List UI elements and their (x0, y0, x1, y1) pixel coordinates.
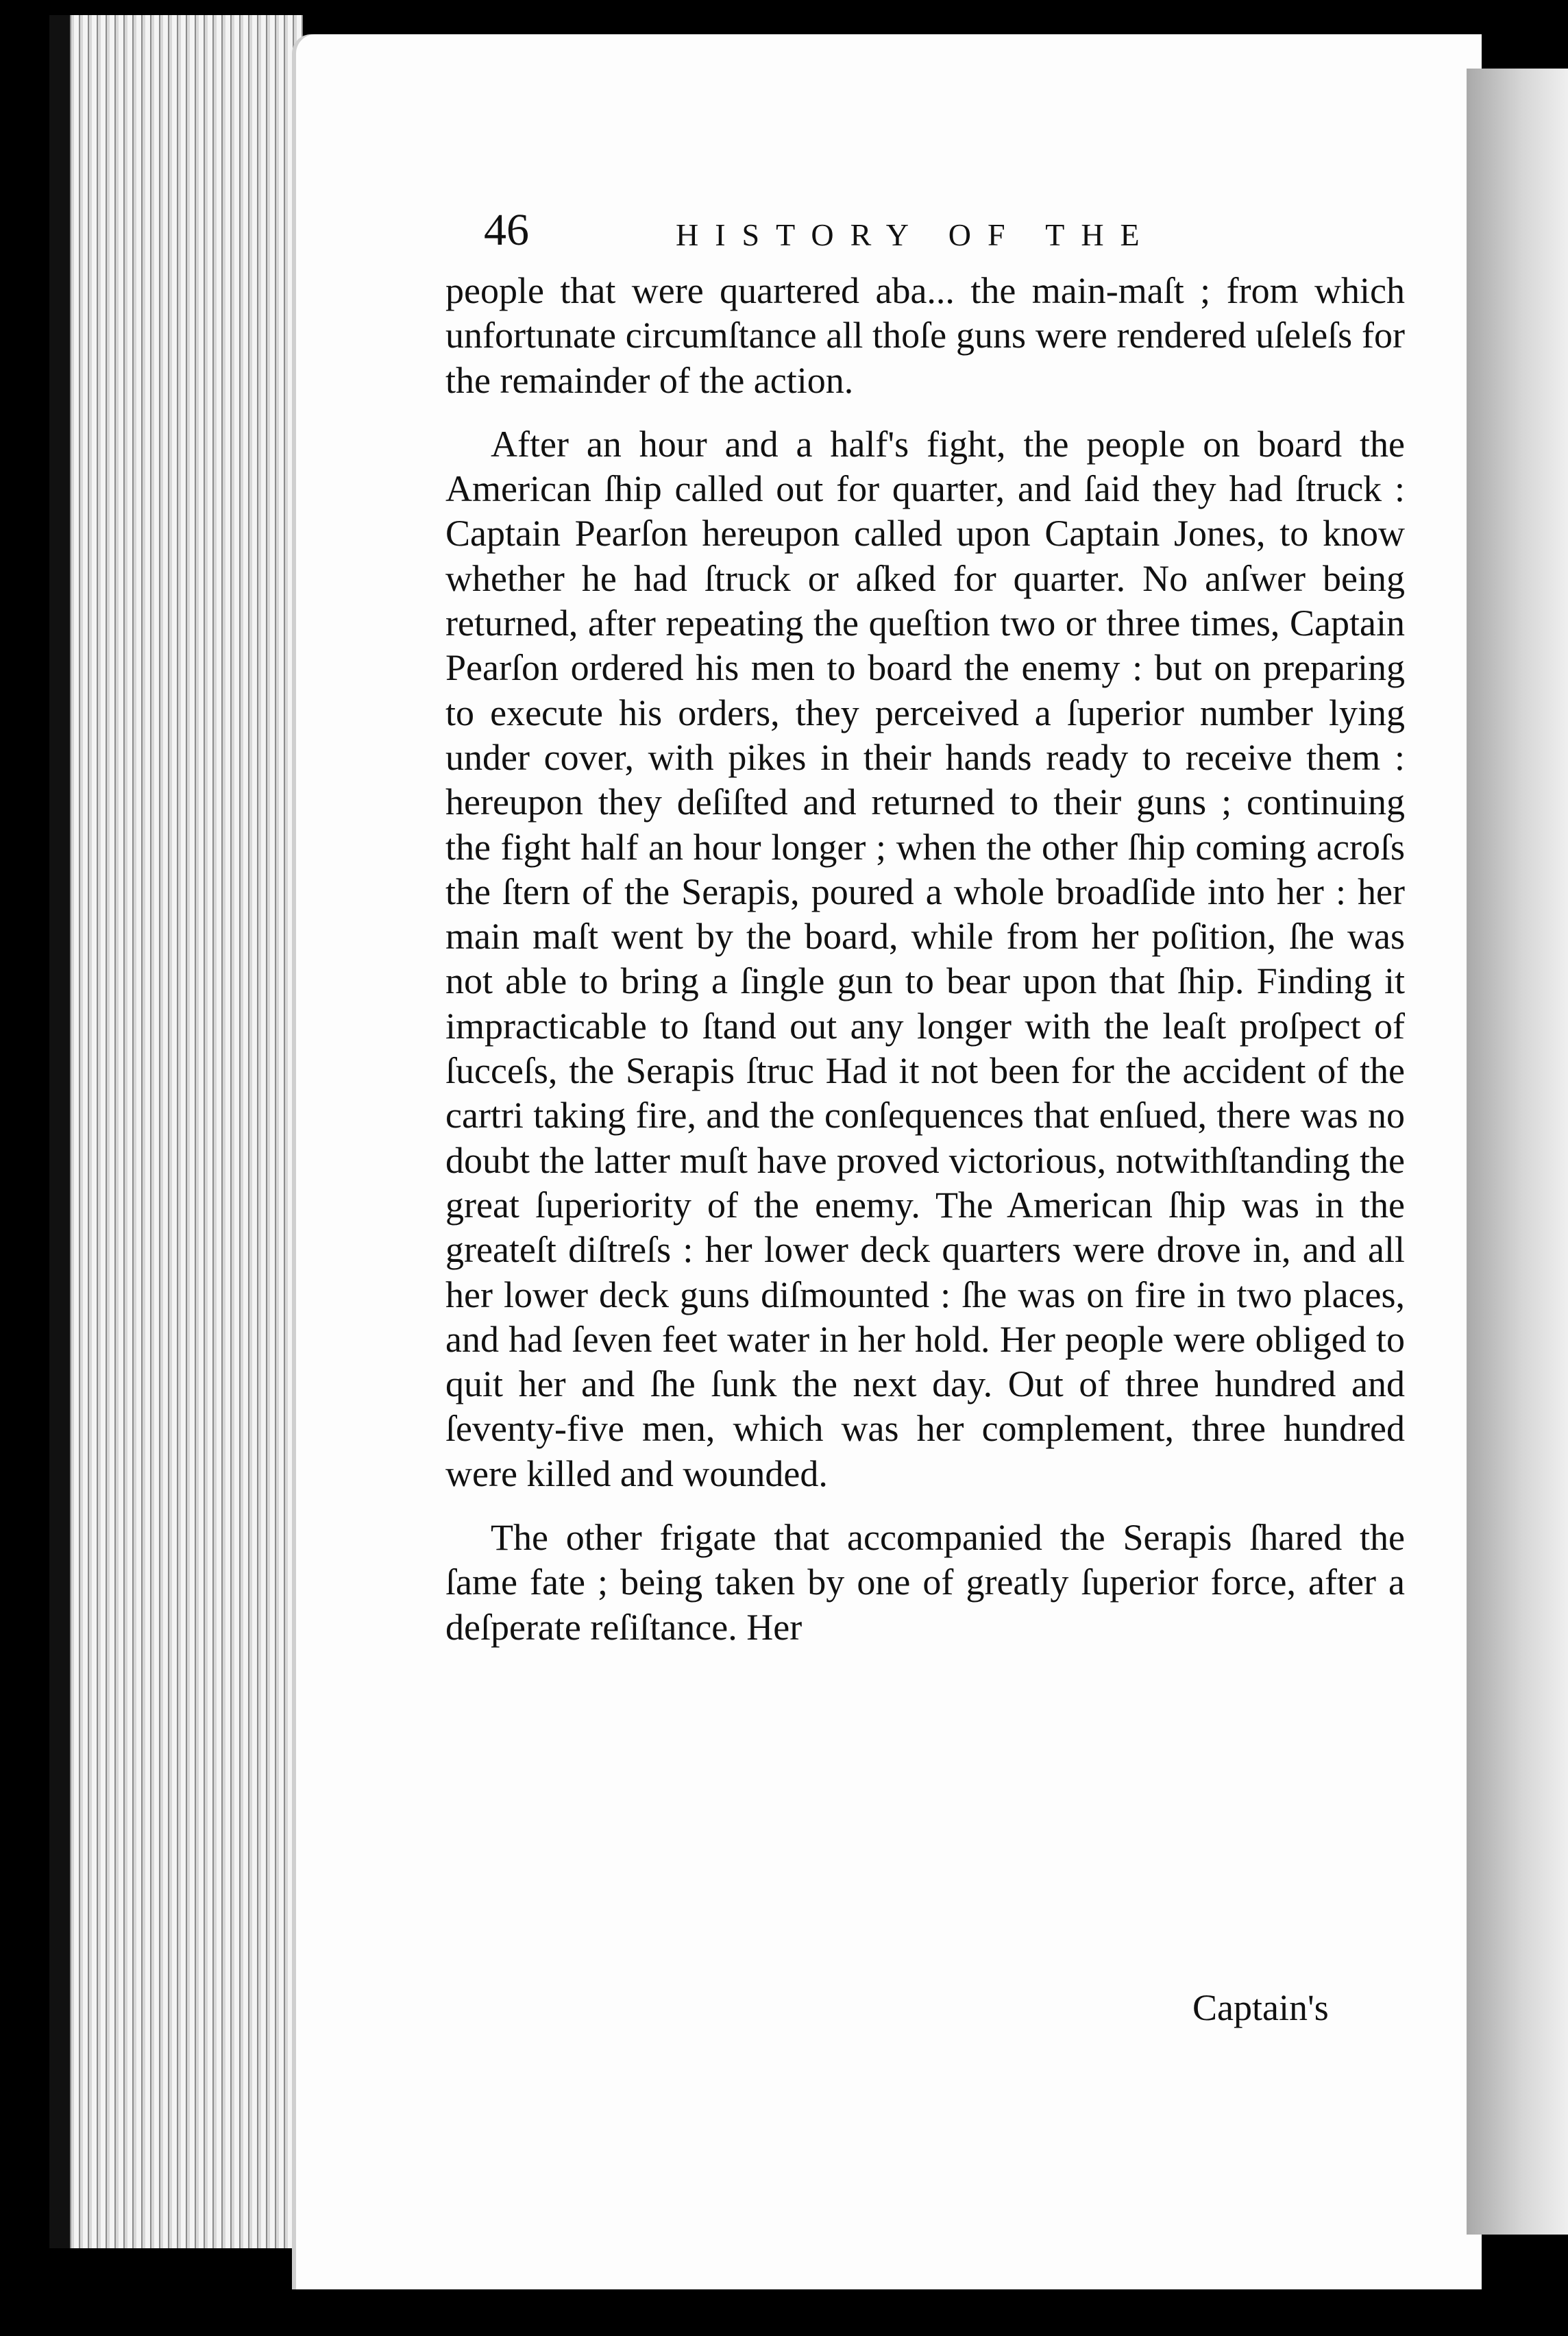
paragraph: The other frigate that accompanied the Serapis ſhared the ſame fate ; being taken by one of greatly ſuperior force, after a deſperate reſiſtance. Her (445, 1517, 1405, 1648)
paragraph: people that were quartered aba... the main-maſt ; from which unfortunate circumſtance all thoſe guns were rendered uſeleſs for the remainder of the action. (445, 270, 1405, 401)
body-text (445, 269, 1405, 1650)
paragraph: After an hour and a half's fight, the people on board the American ſhip called out for quarter, and ſaid they had ſtruck : Captain Pearſon hereupon called upon Captain Jones, to know whether he had ſtruck or aſked for quarter. No anſwer being returned, after repeating the queſtion two or three times, Captain Pearſon ordered his men to board the enemy : but on preparing to execute his orders, they perceived a ſuperior number lying under cover, with pikes in their hands ready to receive them : hereupon they deſiſted and returned to their guns ; continuing the fight half an hour longer ; when the other ſhip coming acroſs the ſtern of the Serapis, poured a whole broadſide into her : her main maſt went by the board, while from her poſition, ſhe was not able to bring a ſingle gun to bear upon that ſhip. Finding it impracticable to ſtand out any longer with the leaſt proſpect of ſucceſs, the Serapis ſtruc Had it not been for the accident of the cartri taking fire, and the conſequences that enſued, there was no doubt the latter muſt have proved victorious, notwithſtanding the great ſuperiority of the enemy. The American ſhip was in the greateſt diſtreſs : her lower deck quarters were drove in, and all her lower deck guns diſmounted : ſhe was on fire in two places, and had ſeven feet water in her hold. Her people were obliged to quit her and ſhe ſunk the next day. Out of three hundred and ſeventy-five men, which was her complement, three hundred were killed and wounded. (445, 423, 1405, 1494)
binding-shadow (49, 15, 70, 2248)
page-edges (49, 15, 303, 2248)
facing-page-shadow (1467, 69, 1568, 2235)
page-number: 46 (484, 205, 529, 255)
catchword: Captain's (1192, 1987, 1329, 2028)
running-title: HISTORY OF THE (676, 217, 1156, 252)
